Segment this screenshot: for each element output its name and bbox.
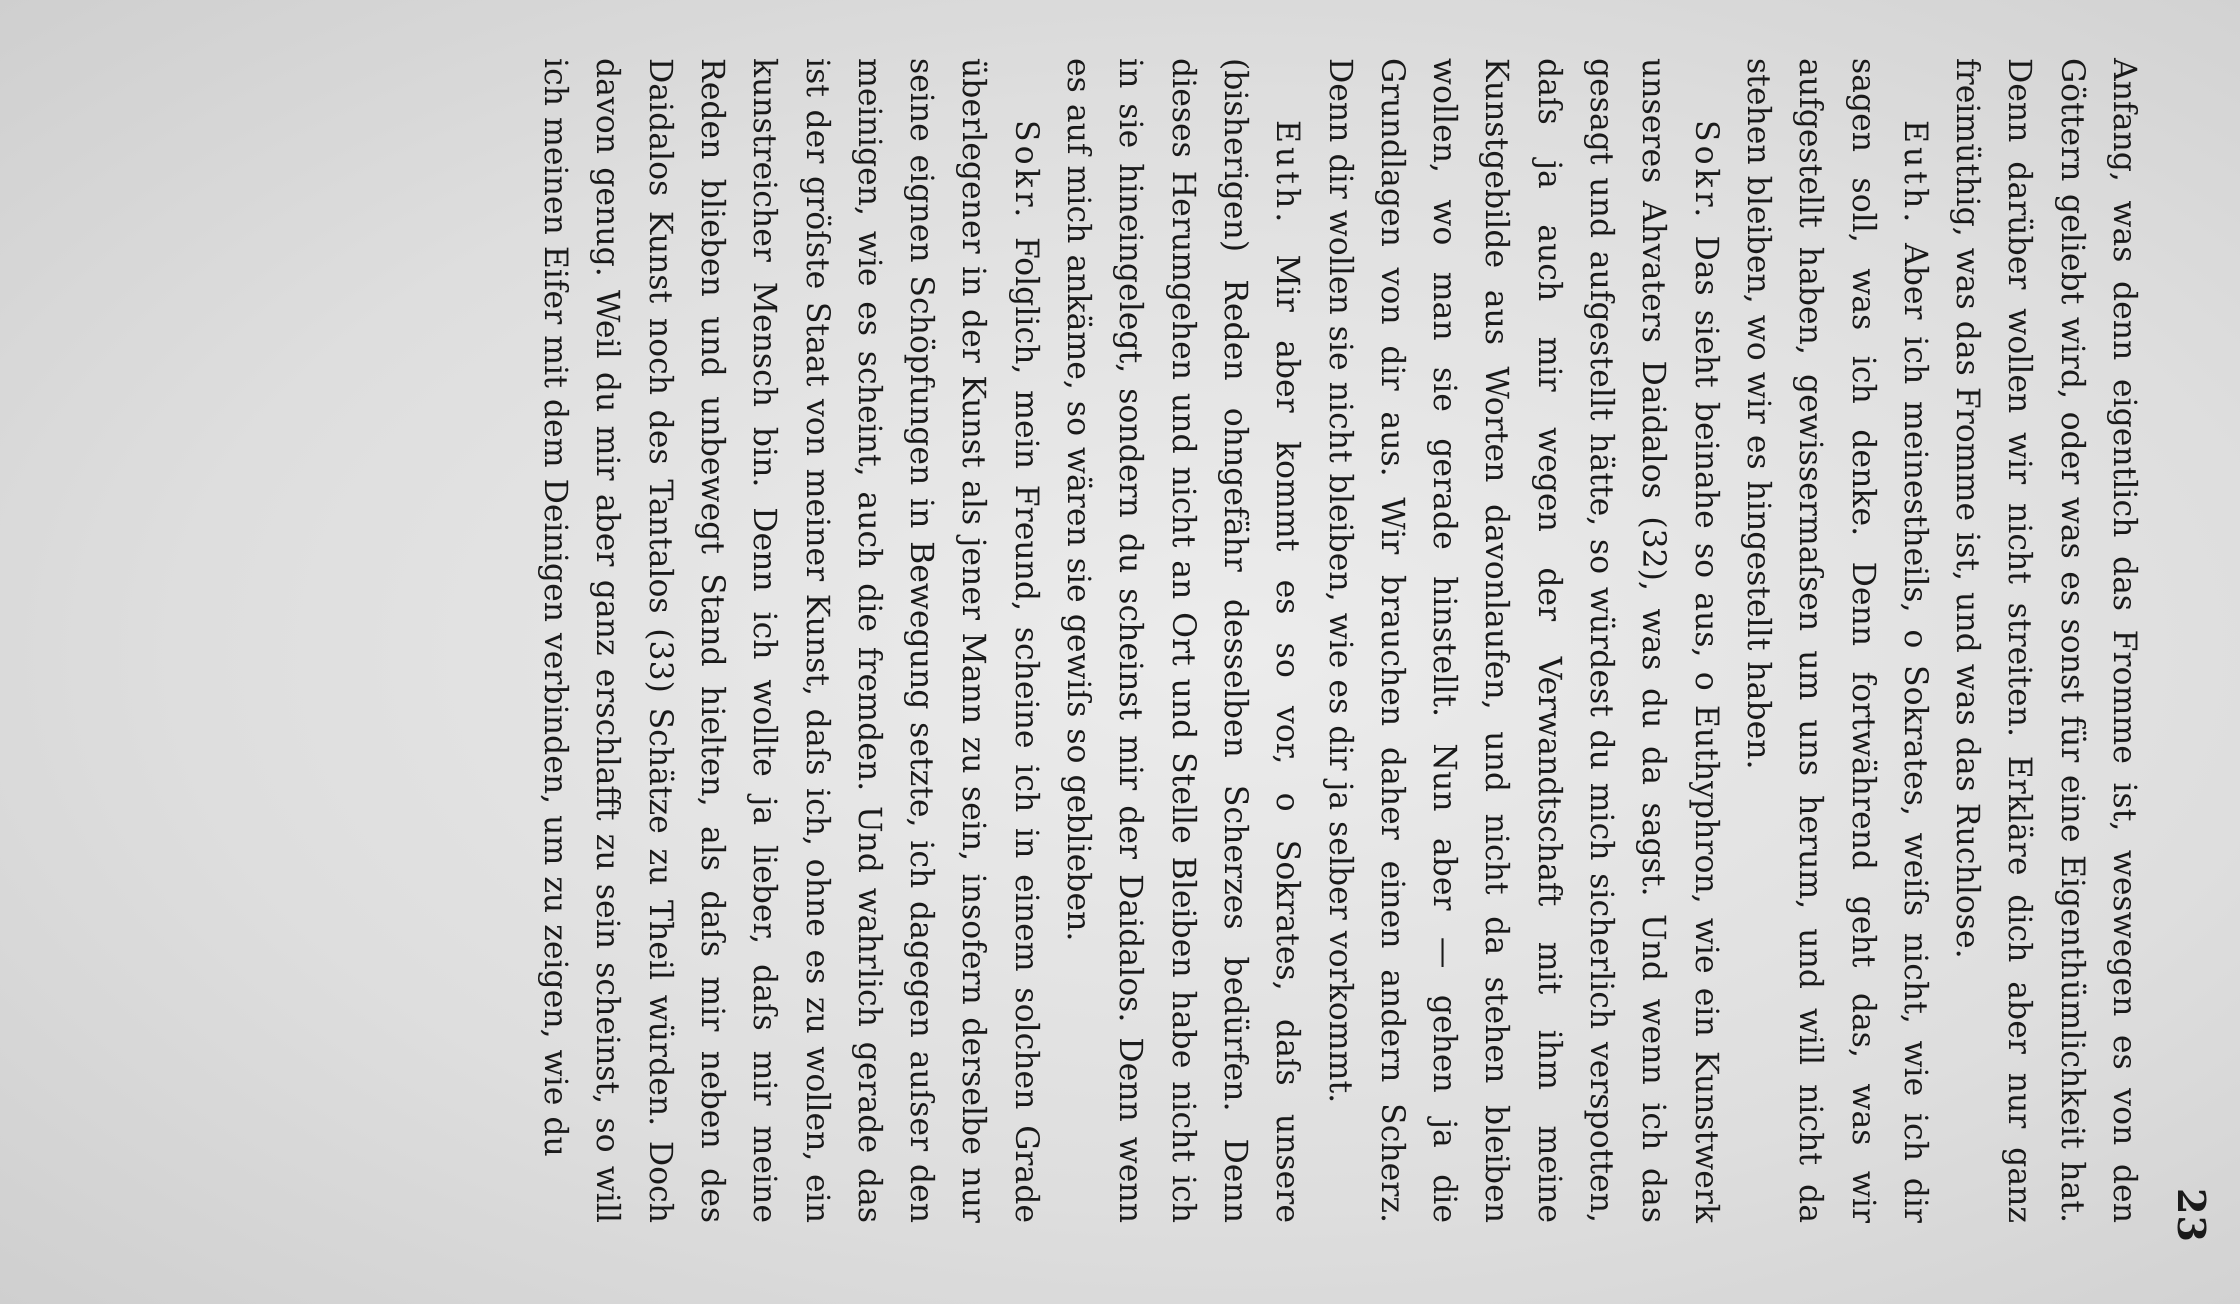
- speaker-label: Sokr.: [1007, 120, 1044, 222]
- page-number: 23: [2169, 1188, 2214, 1243]
- paragraph-text: Mir aber kommt es so vor, o Sokrates, daſs unsere (bisherigen) Reden ohngefähr desselben Scherzes bedürfen. Denn dieses Herumgehen und nicht an Ort und Stelle Bleiben habe nicht ich in sie hineingelegt, sondern du scheinst mir der Daidalos. Denn wenn es auf mich ankäme, so wären sie gewiſs so geblieben.: [1060, 58, 1306, 1224]
- speaker-label: Euth.: [1269, 120, 1306, 227]
- paragraph-3: [1313, 58, 1731, 1223]
- paragraph-text: Folglich, mein Freund, scheine ich in einem solchen Grade überlegener in der Kunst als jener Mann zu sein, insofern derselbe nur seine eignen Schöpfungen in Bewegung setzte, ich dagegen auſser den meinigen, wie es scheint, auch die fremden. Und wahrlich gerade das ist der gröſste Staat von meiner Kunst, daſs ich, ohne es zu wollen, ein kunstreicher Mensch bin. Denn ich wollte ja lieber, daſs mir meine Reden blieben und unbewegt Stand hielten, als daſs mir neben des Daidalos Kunst noch des Tantalos (33) Schätze zu Theil würden. Doch davon genug. Weil du mir aber ganz erschlafft zu sein scheinst, so will ich meinen Eifer mit dem Deinigen verbinden, um zu zeigen, wie du: [537, 58, 1044, 1224]
- paragraph-text: Anfang, was denn eigentlich das Fromme ist, weswegen es von den Göttern geliebt wird, oder was es sonst für eine Eigenthümlichkeit hat. Denn darüber wollen wir nicht streiten. Erkläre dich aber nur ganz freimüthig, was das Fromme ist, und was das Ruchlose.: [1949, 58, 2142, 1223]
- paragraph-1: [1941, 58, 2150, 1223]
- paragraph-5: [529, 58, 1052, 1223]
- paragraph-text: Aber ich meinestheils, o Sokrates, weiſs nicht, wie ich dir sagen soll, was ich denke. Denn fortwährend geht das, was wir aufgestellt haben, gewissermaſsen um uns herum, und will nicht da stehen bleiben, wo wir es hingestellt haben.: [1739, 58, 1933, 1223]
- body-text: [529, 58, 2150, 1223]
- speaker-label: Euth.: [1896, 120, 1933, 227]
- speaker-label: Sokr.: [1687, 120, 1724, 222]
- paragraph-text: Das sieht beinahe so aus, o Euthyphron, wie ein Kunstwerk unseres Ahvaters Daidalos (32), was du da sagst. Und wenn ich das gesagt und aufgestellt hätte, so würdest du mich sicherlich verspotten, daſs ja auch mir wegen der Verwandtschaft mit ihm meine Kunstgebilde aus Worten davonlaufen, und nicht da stehen bleiben wollen, wo man sie gerade hinstellt. Nun aber — gehen ja die Grundlagen von dir aus. Wir brauchen daher einen andern Scherz. Denn dir wollen sie nicht bleiben, wie es dir ja selber vorkommt.: [1321, 58, 1724, 1223]
- rotated-text-page: [80, 58, 2220, 1258]
- paragraph-2: [1732, 58, 1941, 1223]
- paragraph-4: [1052, 58, 1313, 1223]
